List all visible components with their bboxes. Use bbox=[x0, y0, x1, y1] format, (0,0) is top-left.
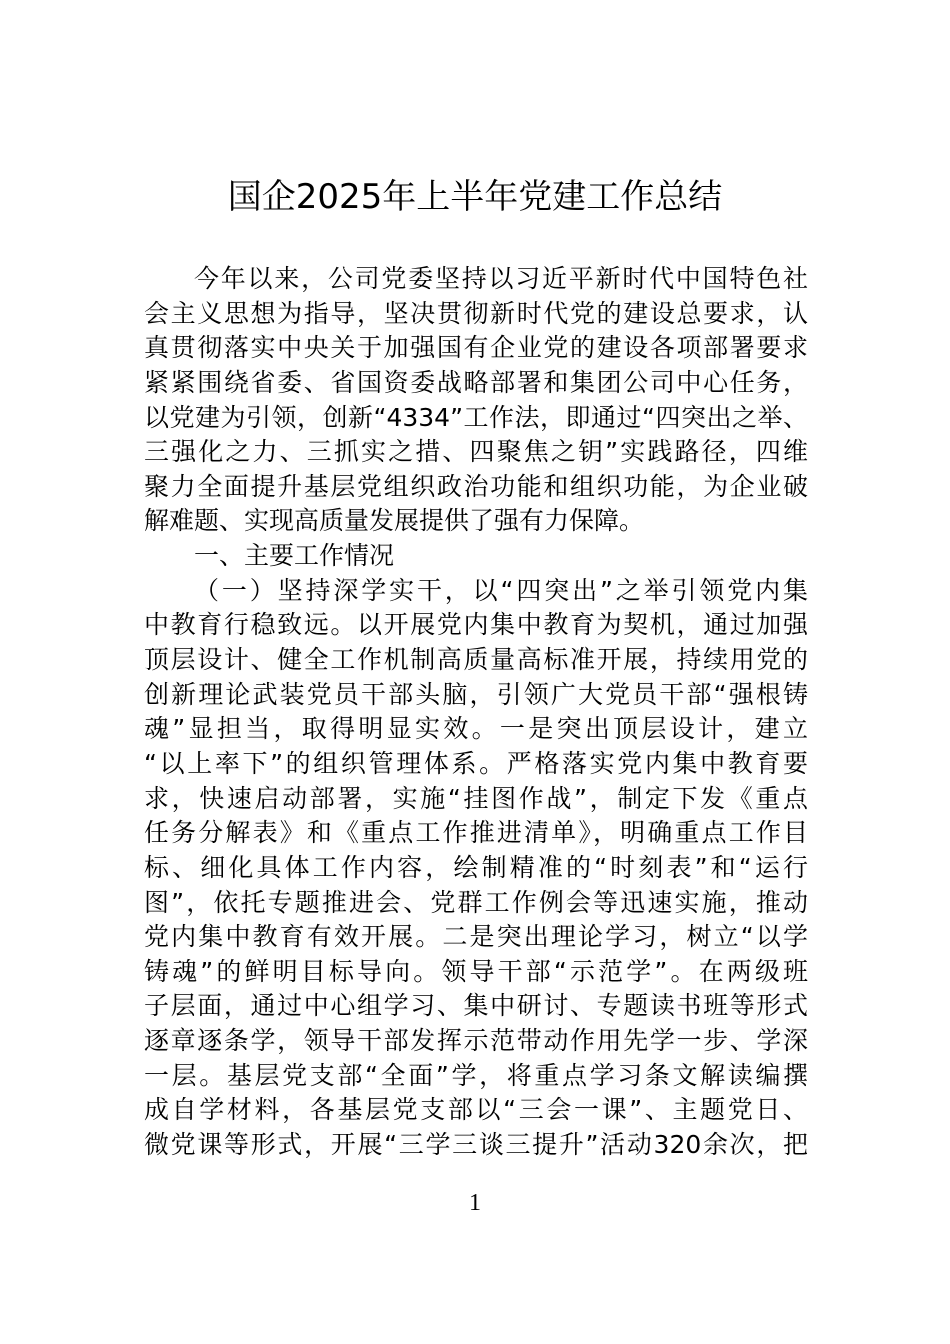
paragraph-line: 以党建为引领，创新“4334”工作法，即通过“四突出之举、 bbox=[144, 402, 808, 432]
section-heading: 一、主要工作情况 bbox=[194, 541, 395, 571]
paragraph-line: 标、细化具体工作内容，绘制精准的“时刻表”和“运行 bbox=[144, 852, 808, 882]
paragraph-line: “以上率下”的组织管理体系。严格落实党内集中教育要 bbox=[144, 748, 808, 778]
paragraph-line: 子层面，通过中心组学习、集中研讨、专题读书班等形式 bbox=[144, 991, 808, 1021]
paragraph-line: 会主义思想为指导，坚决贯彻新时代党的建设总要求，认 bbox=[144, 298, 808, 328]
paragraph-line: 成自学材料，各基层党支部以“三会一课”、主题党日、 bbox=[144, 1095, 808, 1125]
paragraph-line: 今年以来，公司党委坚持以习近平新时代中国特色社 bbox=[194, 264, 808, 293]
paragraph-line: 一层。基层党支部“全面”学，将重点学习条文解读编撰 bbox=[144, 1060, 808, 1090]
page-number: 1 bbox=[469, 1190, 481, 1216]
paragraph-line: 求，快速启动部署，实施“挂图作战”，制定下发《重点 bbox=[144, 783, 808, 813]
paragraph-line: 中教育行稳致远。以开展党内集中教育为契机，通过加强 bbox=[144, 610, 808, 640]
paragraph-line: 任务分解表》和《重点工作推进清单》，明确重点工作目 bbox=[144, 818, 808, 848]
paragraph-line: 微党课等形式，开展“三学三谈三提升”活动320余次，把 bbox=[144, 1130, 808, 1160]
paragraph-line: 铸魂”的鲜明目标导向。领导干部“示范学”。在两级班 bbox=[144, 956, 808, 986]
paragraph-line: 图”，依托专题推进会、党群工作例会等迅速实施，推动 bbox=[144, 887, 808, 917]
document-title: 国企2025年上半年党建工作总结 bbox=[227, 177, 723, 217]
paragraph-line: 聚力全面提升基层党组织政治功能和组织功能，为企业破 bbox=[144, 471, 808, 501]
paragraph-line: 党内集中教育有效开展。二是突出理论学习，树立“以学 bbox=[144, 922, 808, 952]
paragraph-line: 真贯彻落实中央关于加强国有企业党的建设各项部署要求 bbox=[144, 333, 808, 363]
paragraph-line: 顶层设计、健全工作机制高质量高标准开展，持续用党的 bbox=[144, 645, 808, 675]
paragraph-line: 三强化之力、三抓实之措、四聚焦之钥”实践路径，四维 bbox=[144, 437, 808, 467]
paragraph-line: （一）坚持深学实干，以“四突出”之举引领党内集 bbox=[194, 575, 808, 605]
paragraph-line: 逐章逐条学，领导干部发挥示范带动作用先学一步、学深 bbox=[144, 1026, 808, 1056]
document-body bbox=[144, 262, 808, 1163]
paragraph-line: 解难题、实现高质量发展提供了强有力保障。 bbox=[144, 506, 645, 536]
paragraph-line: 创新理论武装党员干部头脑，引领广大党员干部“强根铸 bbox=[144, 679, 808, 709]
paragraph-line: 紧紧围绕省委、省国资委战略部署和集团公司中心任务， bbox=[144, 367, 808, 397]
paragraph-line: 魂”显担当，取得明显实效。一是突出顶层设计，建立 bbox=[144, 714, 808, 744]
